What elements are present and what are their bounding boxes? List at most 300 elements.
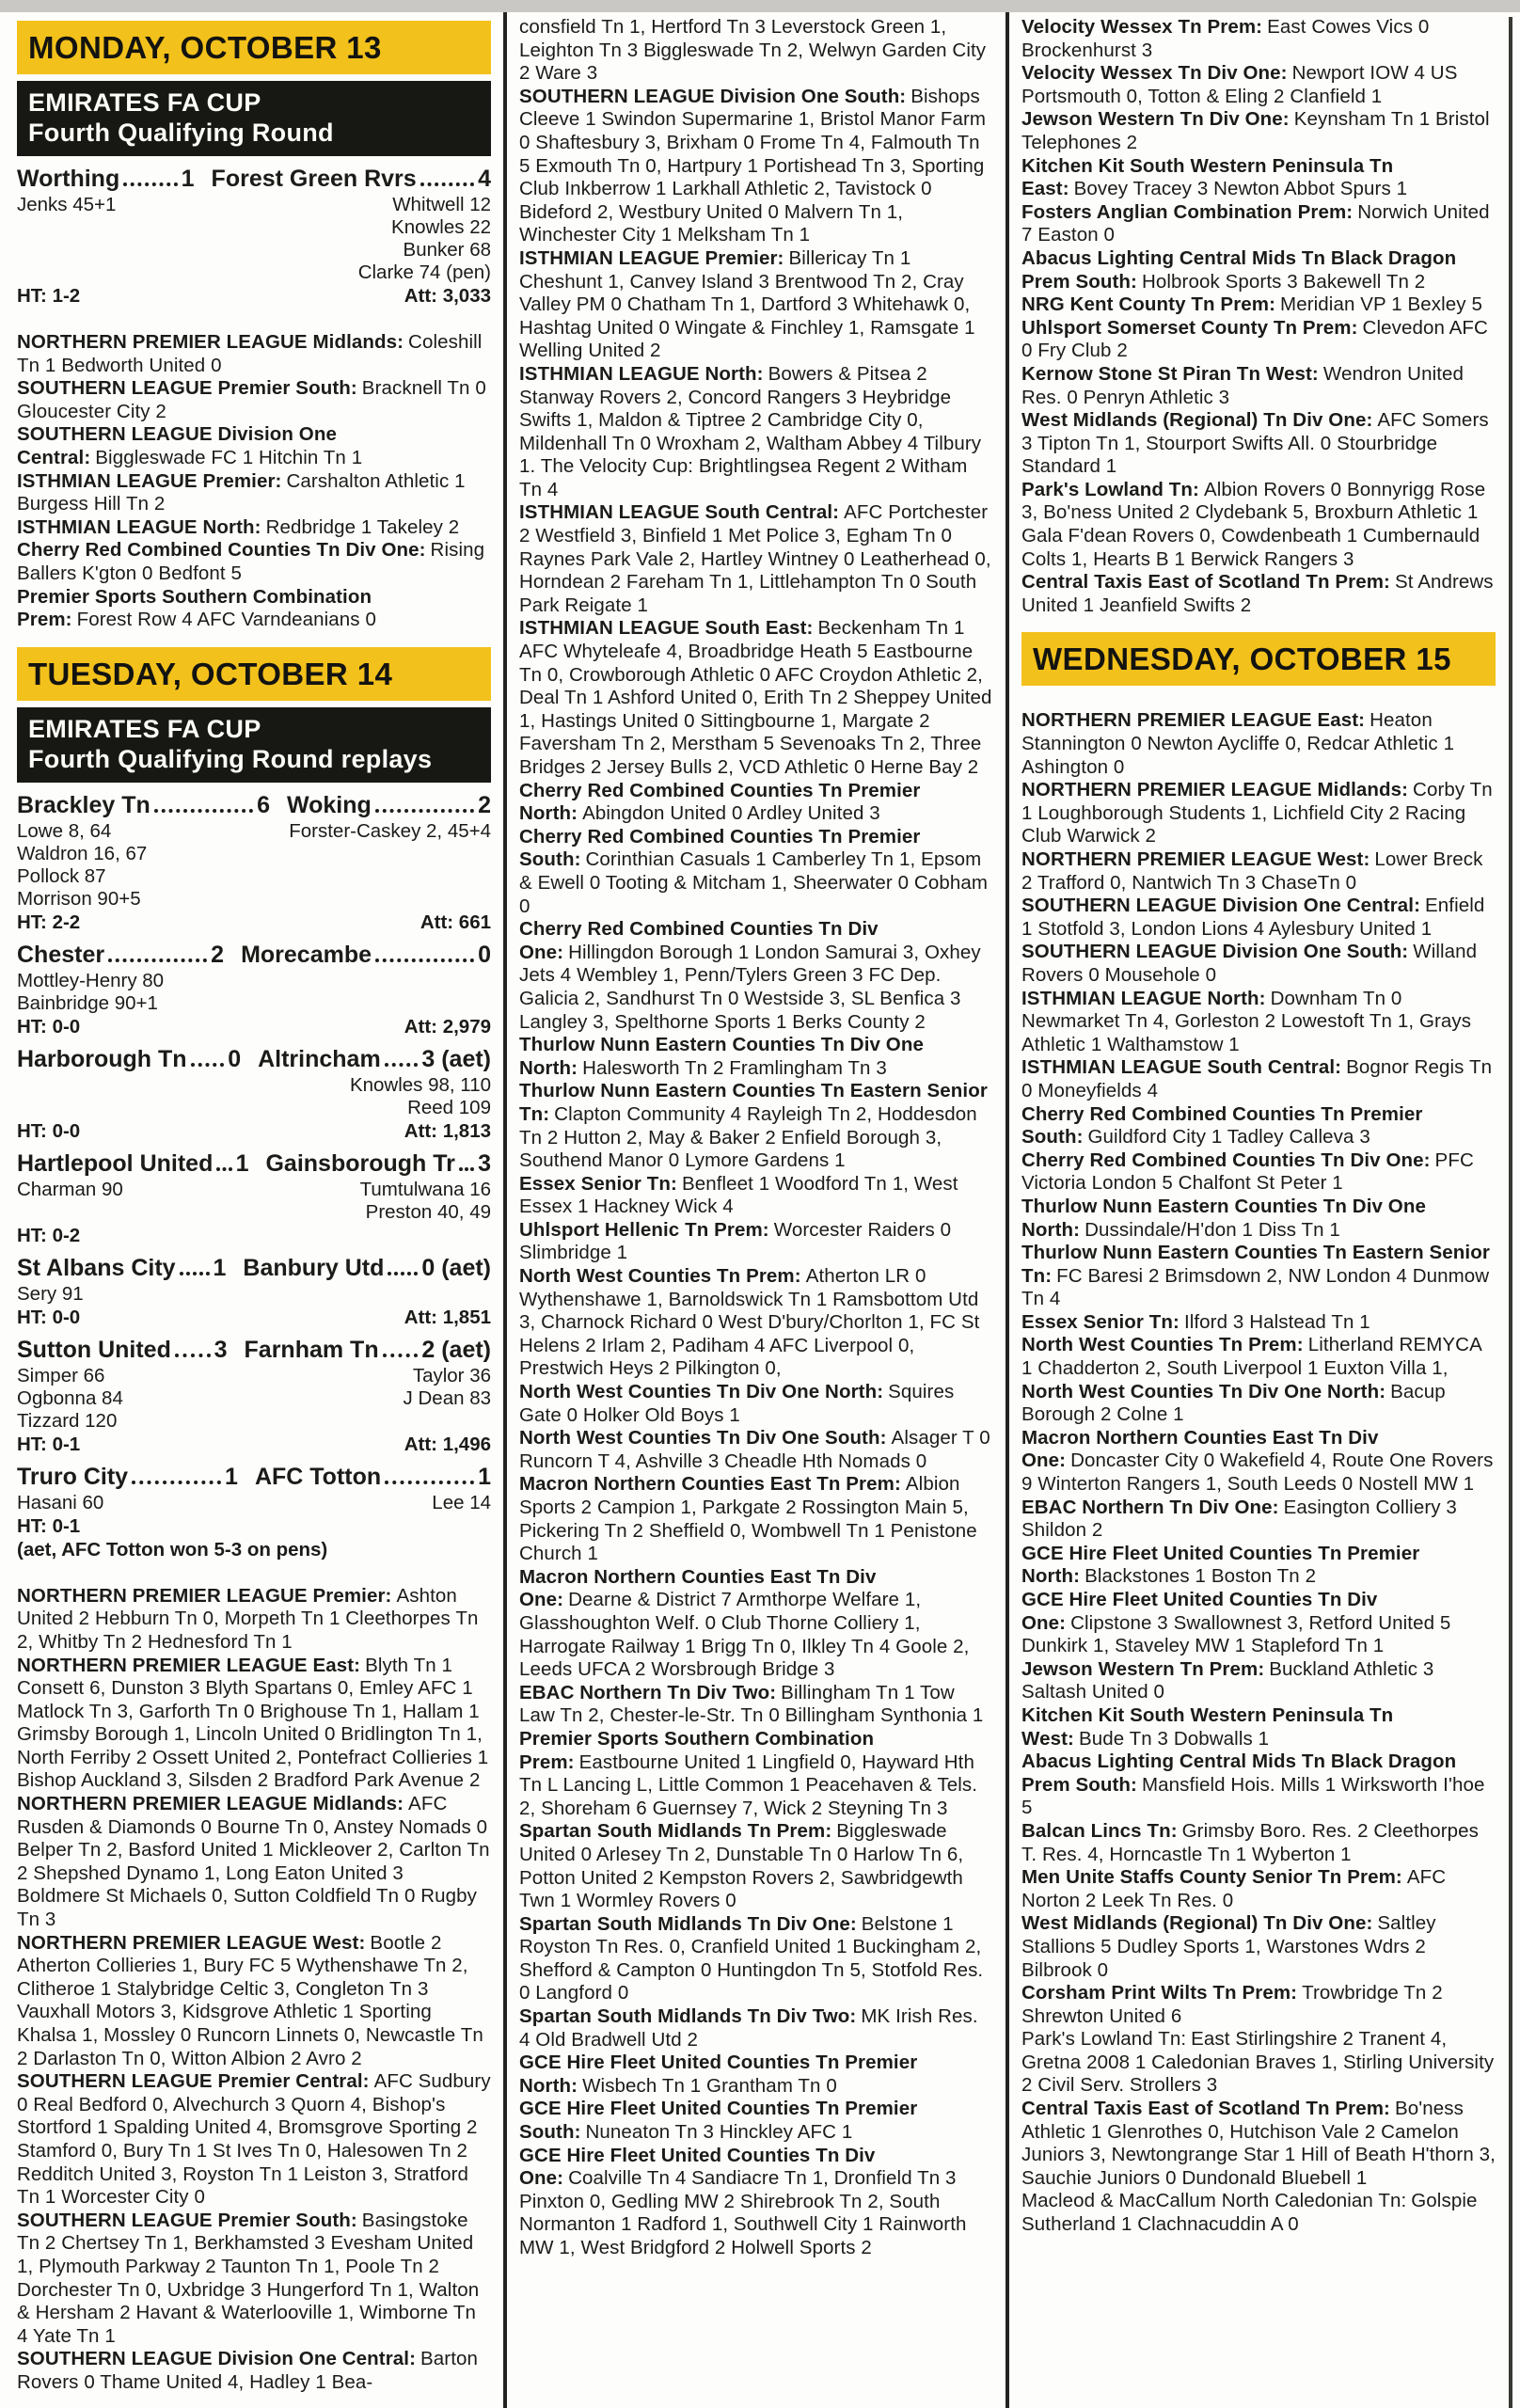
league-scores: Saltley Stallions 5 Dudley Sports 1, Warstones Wdrs 2 Bilbrook 0 bbox=[1021, 1912, 1436, 1981]
attendance: Att: 2,979 bbox=[404, 1015, 491, 1038]
league-result bbox=[1021, 1912, 1496, 1982]
league-label: SOUTHERN LEAGUE Division One Central: bbox=[1021, 895, 1420, 917]
league-label: Macron Northern Counties East Tn Prem: bbox=[519, 1473, 901, 1496]
league-scores: Downham Tn 0 Newmarket Tn 4, Gorleston 2 Lowestoft Tn 1, Grays Athletic 1 Walthamstow 1 bbox=[1021, 987, 1472, 1055]
dot-leader bbox=[180, 1272, 210, 1275]
match-away-team: Altrincham bbox=[258, 1045, 381, 1072]
league-result bbox=[1021, 293, 1496, 317]
league-scores: Biggleswade FC 1 Hitchin Tn 1 bbox=[95, 446, 363, 468]
league-scores: Corinthian Casuals 1 Camberley Tn 1, Epsom & Ewell 0 Tooting & Mitcham 1, Sheerwater 0 Cobham 0 bbox=[519, 848, 989, 917]
league-result bbox=[17, 377, 491, 423]
league-result bbox=[519, 1682, 993, 1728]
league-result bbox=[1021, 16, 1496, 62]
league-result bbox=[519, 918, 993, 1034]
league-label: Central Taxis East of Scotland Tn Prem: bbox=[1021, 2098, 1390, 2120]
league-scores: Ashton United 2 Hebburn Tn 0, Morpeth Tn 1 Cleethorpes Tn 2, Whitby Tn 2 Hednesford Tn 1 bbox=[17, 1584, 479, 1653]
column-2 bbox=[503, 12, 993, 2408]
match-scorers bbox=[17, 1365, 491, 1433]
league-label: ISTHMIAN LEAGUE North: bbox=[1021, 987, 1266, 1009]
league-label: Macleod & MacCallum North Caledonian Tn: bbox=[1021, 2190, 1407, 2212]
league-scores: Worcester Raiders 0 Slimbridge 1 bbox=[519, 1218, 952, 1264]
match-scorers bbox=[17, 820, 491, 911]
dot-leader bbox=[375, 958, 474, 962]
league-scores: Albion Rovers 0 Bonnyrigg Rose 3, Bo'ness United 2 Clydebank 5, Broxburn Athletic 1 Gala F'dean Rovers 0, Cowdenbeath 1 Cumbernauld Colts 1, Hearts B 1 Berwick Rangers 3 bbox=[1021, 478, 1486, 570]
league-result bbox=[1021, 1982, 1496, 2028]
league-label: Kernow Stone St Piran Tn West: bbox=[1021, 362, 1319, 385]
league-scores: Billingham Tn 1 Tow Law Tn 2, Chester-le-Str. Tn 0 Billingham Synthonia 1 bbox=[519, 1681, 984, 1727]
league-scores: Clipstone 3 Swallownest 3, Retford United 5 Dunkirk 1, Staveley MW 1 Stapleford Tn 1 bbox=[1021, 1611, 1451, 1657]
league-label: West Midlands (Regional) Tn Div One: bbox=[1021, 409, 1373, 432]
league-label: SOUTHERN LEAGUE Division One Central: bbox=[17, 423, 337, 468]
league-scores: Redbridge 1 Takeley 2 bbox=[265, 515, 460, 538]
league-label: Premier Sports Southern Combination Prem: bbox=[17, 585, 372, 631]
home-scorers bbox=[17, 820, 147, 911]
scorer-line: Waldron 16, 67 bbox=[17, 842, 148, 864]
match-result bbox=[17, 1463, 491, 1561]
league-label: SOUTHERN LEAGUE Division One South: bbox=[1021, 941, 1409, 963]
dot-leader bbox=[383, 1354, 419, 1357]
match-away-team: AFC Totton bbox=[254, 1463, 382, 1490]
match-score-line bbox=[17, 941, 491, 970]
league-scores: AFC Rusden & Diamonds 0 Bourne Tn 0, Anstey Nomads 0 Belper Tn 2, Basford United 1 Mickleover 2, Carlton Tn 2 Shepshed Dynamo 1, Long Eaton United 3 Boldmere St Michaels 0, Sutton Coldfield Tn 0 Rugby Tn 3 bbox=[17, 1793, 490, 1931]
dot-leader bbox=[191, 1063, 225, 1067]
dot-leader bbox=[420, 182, 474, 186]
league-label: Premier Sports Southern Combination Prem: bbox=[519, 1727, 875, 1773]
match-result bbox=[17, 1045, 491, 1143]
league-label: West Midlands (Regional) Tn Div One: bbox=[1021, 1912, 1373, 1935]
league-scores: Barton Rovers 0 Thame United 4, Hadley 1 Bea- bbox=[17, 2348, 478, 2393]
league-result bbox=[1021, 108, 1496, 154]
league-result bbox=[17, 1655, 491, 1794]
halftime-score: HT: 1-2 bbox=[17, 285, 81, 307]
match-away-team: Farnham Tn bbox=[244, 1336, 379, 1363]
scorer-line: Simper 66 bbox=[17, 1364, 105, 1386]
league-result bbox=[1021, 1334, 1496, 1380]
dot-leader bbox=[385, 1063, 419, 1067]
scorer-line: Mottley-Henry 80 bbox=[17, 969, 165, 991]
league-scores: Alsager T 0 Runcorn T 4, Ashville 3 Cheadle Hth Nomads 0 bbox=[519, 1427, 990, 1472]
match-scorers bbox=[17, 970, 491, 1015]
match-home-score: 1 bbox=[181, 166, 195, 192]
day-banner-label: MONDAY, OCTOBER 13 bbox=[28, 30, 382, 65]
league-label: Balcan Lincs Tn: bbox=[1021, 1819, 1178, 1842]
dot-leader bbox=[123, 182, 177, 186]
match-away-team: Forest Green Rvrs bbox=[211, 166, 417, 192]
league-result bbox=[1021, 1866, 1496, 1912]
league-scores: FC Baresi 2 Brimsdown 2, NW London 4 Dunmow Tn 4 bbox=[1021, 1264, 1490, 1310]
league-scores: Bovey Tracey 3 Newton Abbot Spurs 1 bbox=[1073, 178, 1408, 200]
league-scores: Wisbech Tn 1 Grantham Tn 0 bbox=[582, 2074, 837, 2097]
league-scores: Biggleswade United 0 Arlesey Tn 2, Dunstable Tn 0 Harlow Tn 6, Potton United 2 Kempston Rovers 2, Sawbridgewth Twn 1 Wormley Rovers 0 bbox=[519, 1820, 964, 1912]
league-result bbox=[17, 2070, 491, 2210]
scorer-line: Knowles 98, 110 bbox=[349, 1073, 491, 1096]
match-result bbox=[17, 1149, 491, 1247]
match-meta-row bbox=[17, 1514, 491, 1538]
league-scores: Blyth Tn 1 Consett 6, Dunston 3 Blyth Spartans 0, Emley AFC 1 Matlock Tn 3, Garforth Tn 0 Brighouse Tn 1, Hallam 1 Grimsby Borough 1, Lincoln United 0 Bridlington Tn 1, North Ferriby 2 Ossett United 2, Pontefract Collieries 1 Bishop Auckland 3, Silsden 2 Bradford Park Avenue 2 bbox=[17, 1654, 489, 1792]
match-home-team: Brackley Tn bbox=[17, 791, 150, 818]
league-scores: Clapton Community 4 Rayleigh Tn 2, Hoddesdon Tn 2 Hutton 2, May & Baker 2 Enfield Borough 3, Southend Manor 0 Lymore Gardens 1 bbox=[519, 1102, 977, 1172]
league-label: Thurlow Nunn Eastern Counties Tn Eastern Senior Tn: bbox=[519, 1080, 988, 1125]
league-label: SOUTHERN LEAGUE Premier Central: bbox=[17, 2070, 370, 2093]
league-label: NORTHERN PREMIER LEAGUE East: bbox=[1021, 709, 1366, 732]
league-result bbox=[17, 2210, 491, 2349]
halftime-score: HT: 0-0 bbox=[17, 1119, 81, 1142]
match-home-score: 0 bbox=[228, 1045, 242, 1072]
league-label: EBAC Northern Tn Div Two: bbox=[519, 1681, 777, 1703]
league-scores: Blackstones 1 Boston Tn 2 bbox=[1085, 1565, 1317, 1588]
competition-name: EMIRATES FA CUP bbox=[28, 88, 261, 117]
league-result bbox=[17, 423, 491, 469]
league-label: Cherry Red Combined Counties Tn Div One: bbox=[1021, 1149, 1431, 1171]
match-result bbox=[17, 165, 491, 308]
league-label: Cherry Red Combined Counties Tn Premier North: bbox=[519, 779, 921, 825]
league-label: GCE Hire Fleet United Counties Tn Div One: bbox=[1021, 1589, 1378, 1634]
league-result bbox=[1021, 479, 1496, 571]
league-result bbox=[519, 1173, 993, 1219]
league-label: Spartan South Midlands Tn Prem: bbox=[519, 1820, 832, 1843]
scorer-line: Morrison 90+5 bbox=[17, 887, 141, 910]
dot-leader bbox=[459, 1167, 474, 1171]
league-label: Thurlow Nunn Eastern Counties Tn Div One North: bbox=[1021, 1195, 1426, 1241]
league-scores: Lower Breck 2 Trafford 0, Nantwich Tn 3 ChaseTn 0 bbox=[1021, 848, 1483, 894]
league-scores: Wendron United Res. 0 Penryn Athletic 3 bbox=[1021, 362, 1465, 408]
away-scorers bbox=[350, 1074, 491, 1119]
match-home-score: 1 bbox=[235, 1149, 249, 1177]
league-label: Fosters Anglian Combination Prem: bbox=[1021, 200, 1354, 223]
league-scores: Dussindale/H'don 1 Diss Tn 1 bbox=[1085, 1218, 1340, 1241]
page-top-edge bbox=[0, 0, 1520, 12]
halftime-score: HT: 2-2 bbox=[17, 911, 81, 933]
league-scores: Doncaster City 0 Wakefield 4, Route One Rovers 9 Winterton Rangers 1, South Leeds 0 Nostell MW 1 bbox=[1021, 1450, 1494, 1496]
league-scores: Clevedon AFC 0 Fry Club 2 bbox=[1021, 316, 1488, 362]
league-result bbox=[1021, 848, 1496, 895]
league-result bbox=[17, 516, 491, 540]
league-label: GCE Hire Fleet United Counties Tn Div One: bbox=[519, 2144, 876, 2190]
league-label: ISTHMIAN LEAGUE South Central: bbox=[1021, 1056, 1342, 1079]
match-scorers bbox=[17, 1492, 491, 1514]
column-3 bbox=[1005, 12, 1496, 2408]
match-result bbox=[17, 1336, 491, 1456]
league-result bbox=[1021, 941, 1496, 987]
league-result bbox=[1021, 779, 1496, 848]
league-result bbox=[1021, 1589, 1496, 1658]
match-away-score: 4 bbox=[478, 166, 491, 192]
league-result bbox=[17, 586, 491, 632]
league-result bbox=[17, 1793, 491, 1932]
league-label: Kitchen Kit South Western Peninsula Tn West: bbox=[1021, 1703, 1394, 1750]
home-scorers bbox=[17, 1179, 123, 1224]
league-result bbox=[519, 1034, 993, 1080]
league-result bbox=[1021, 1149, 1496, 1196]
scorer-line: Preston 40, 49 bbox=[365, 1200, 491, 1223]
league-result bbox=[1021, 1242, 1496, 1311]
league-scores: Nuneaton Tn 3 Hinckley AFC 1 bbox=[585, 2121, 853, 2144]
league-label: ISTHMIAN LEAGUE Premier: bbox=[17, 469, 282, 492]
day-banner bbox=[1021, 632, 1496, 686]
match-score-line bbox=[17, 1463, 491, 1492]
match-home-team: Sutton United bbox=[17, 1336, 171, 1363]
league-label: Abacus Lighting Central Mids Tn Black Dragon Prem South: bbox=[1021, 246, 1457, 293]
league-scores: Bude Tn 3 Dobwalls 1 bbox=[1078, 1727, 1270, 1750]
match-home-team: Truro City bbox=[17, 1463, 129, 1490]
league-scores: Norwich United 7 Easton 0 bbox=[1021, 200, 1490, 246]
page-right-edge bbox=[1509, 17, 1512, 2408]
match-result bbox=[17, 941, 491, 1038]
league-label: Thurlow Nunn Eastern Counties Tn Eastern Senior Tn: bbox=[1021, 1242, 1490, 1287]
match-score-line bbox=[17, 165, 491, 194]
league-label: Spartan South Midlands Tn Div One: bbox=[519, 1912, 857, 1935]
league-scores: Bognor Regis Tn 0 Moneyfields 4 bbox=[1021, 1056, 1493, 1101]
league-result bbox=[1021, 1497, 1496, 1543]
league-result bbox=[519, 86, 993, 247]
league-scores: East Cowes Vics 0 Brockenhurst 3 bbox=[1021, 16, 1430, 61]
match-meta-row bbox=[17, 1433, 491, 1456]
columns bbox=[17, 12, 1496, 2408]
away-scorers bbox=[358, 194, 491, 284]
attendance: Att: 1,496 bbox=[404, 1433, 491, 1455]
match-away-score: 0 bbox=[478, 941, 491, 968]
scorer-line: Reed 109 bbox=[407, 1096, 491, 1118]
league-result bbox=[519, 1728, 993, 1820]
league-result bbox=[519, 2052, 993, 2098]
league-scores: Squires Gate 0 Holker Old Boys 1 bbox=[519, 1381, 955, 1426]
league-result bbox=[17, 331, 491, 377]
continuation-text bbox=[519, 16, 993, 86]
league-result bbox=[1021, 571, 1496, 617]
competition-round: Fourth Qualifying Round bbox=[28, 119, 334, 147]
league-scores: Golspie Sutherland 1 Clachnacuddin A 0 bbox=[1021, 2190, 1478, 2236]
league-label: Essex Senior Tn: bbox=[519, 1172, 677, 1195]
scorer-line: Bainbridge 90+1 bbox=[17, 991, 158, 1014]
league-scores: Bacup Borough 2 Colne 1 bbox=[1021, 1380, 1446, 1426]
league-label: NORTHERN PREMIER LEAGUE West: bbox=[1021, 848, 1370, 870]
match-away-score: 3 bbox=[478, 1149, 491, 1177]
league-result bbox=[1021, 1543, 1496, 1589]
league-scores: MK Irish Res. 4 Old Bradwell Utd 2 bbox=[519, 2005, 978, 2051]
column-1 bbox=[17, 12, 491, 2408]
league-label: SOUTHERN LEAGUE Division One Central: bbox=[17, 2348, 416, 2370]
league-result bbox=[519, 1381, 993, 1427]
league-result bbox=[1021, 1820, 1496, 1866]
league-result bbox=[519, 247, 993, 363]
league-result bbox=[519, 1566, 993, 1682]
match-meta-row bbox=[17, 284, 491, 308]
match-meta-row bbox=[17, 911, 491, 934]
league-result bbox=[17, 1932, 491, 2071]
dot-leader bbox=[154, 809, 253, 813]
league-label: GCE Hire Fleet United Counties Tn Premier North: bbox=[1021, 1542, 1420, 1588]
attendance: Att: 661 bbox=[420, 911, 491, 933]
league-label: Velocity Wessex Tn Prem: bbox=[1021, 16, 1263, 38]
scorer-line: Jenks 45+1 bbox=[17, 194, 117, 215]
league-label: Velocity Wessex Tn Div One: bbox=[1021, 62, 1288, 85]
match-meta-row bbox=[17, 1224, 491, 1247]
league-scores: Beckenham Tn 1 AFC Whyteleafe 4, Broadbridge Heath 5 Eastbourne Tn 0, Crowborough Athletic 0 AFC Croydon Athletic 2, Deal Tn 1 Ashford United 0, Erith Tn 2 Sheppey United 1, Hastings United 0 Sittingbourne 1, Margate 2 Faversham Tn 2, Merstham 5 Sevenoaks Tn 2, Three Bridges 2 Jersey Bulls 2, VCD Athletic 0 Herne Bay 2 bbox=[519, 617, 992, 778]
league-scores: Halesworth Tn 2 Framlingham Tn 3 bbox=[582, 1056, 887, 1079]
league-label: North West Counties Tn Prem: bbox=[1021, 1334, 1304, 1356]
league-scores: East Stirlingshire 2 Tranent 4, Gretna 2008 1 Caledonian Braves 1, Stirling University 2 Civil Serv. Strollers 3 bbox=[1021, 2028, 1495, 2097]
league-result bbox=[519, 2005, 993, 2052]
league-label: Uhlsport Somerset County Tn Prem: bbox=[1021, 316, 1358, 339]
league-scores: AFC Norton 2 Leek Tn Res. 0 bbox=[1021, 1866, 1447, 1911]
scorer-line: Hasani 60 bbox=[17, 1491, 104, 1513]
league-scores: Meridian VP 1 Bexley 5 bbox=[1280, 293, 1482, 316]
competition-round: Fourth Qualifying Round replays bbox=[28, 744, 433, 773]
match-home-score: 1 bbox=[213, 1254, 227, 1281]
league-scores: AFC Somers 3 Tipton Tn 1, Stourport Swifts All. 0 Stourbridge Standard 1 bbox=[1021, 409, 1489, 478]
league-scores: Benfleet 1 Woodford Tn 1, West Essex 1 Hackney Wick 4 bbox=[519, 1172, 958, 1218]
day-banner bbox=[17, 21, 491, 74]
league-result bbox=[1021, 1751, 1496, 1820]
match-scorers bbox=[17, 194, 491, 284]
league-result bbox=[519, 826, 993, 918]
scorer-line: Lowe 8, 64 bbox=[17, 819, 112, 842]
league-scores: PFC Victoria London 5 Chalfont St Peter 1 bbox=[1021, 1149, 1474, 1195]
league-label: North West Counties Tn Div One South: bbox=[519, 1427, 887, 1450]
league-label: SOUTHERN LEAGUE Premier South: bbox=[17, 377, 357, 400]
match-home-score: 3 bbox=[214, 1336, 228, 1363]
league-result bbox=[17, 1585, 491, 1655]
league-result bbox=[1021, 247, 1496, 293]
league-result bbox=[519, 1427, 993, 1473]
league-result bbox=[1021, 363, 1496, 409]
scorer-line: Sery 91 bbox=[17, 1282, 84, 1305]
league-result bbox=[1021, 895, 1496, 941]
match-result bbox=[17, 791, 491, 934]
league-result bbox=[1021, 317, 1496, 363]
scorer-line: Charman 90 bbox=[17, 1178, 123, 1200]
home-scorers bbox=[17, 1283, 84, 1306]
league-result bbox=[1021, 2098, 1496, 2190]
league-label: NORTHERN PREMIER LEAGUE Midlands: bbox=[17, 331, 404, 353]
match-home-score: 6 bbox=[257, 791, 270, 818]
match-meta-row bbox=[17, 1306, 491, 1329]
league-label: ISTHMIAN LEAGUE South East: bbox=[519, 617, 814, 640]
away-scorers bbox=[289, 820, 491, 911]
league-label: Jewson Western Tn Div One: bbox=[1021, 108, 1290, 131]
league-result bbox=[1021, 1658, 1496, 1704]
dot-leader bbox=[388, 1272, 418, 1275]
league-result bbox=[519, 2145, 993, 2260]
match-away-team: Woking bbox=[286, 791, 372, 818]
league-scores: Rising Ballers K'gton 0 Bedfont 5 bbox=[17, 539, 485, 584]
league-scores: Litherland REMYCA 1 Chadderton 2, South Liverpool 1 Euxton Villa 1, bbox=[1021, 1334, 1481, 1380]
scorer-line: Tumtulwana 16 bbox=[359, 1178, 491, 1200]
league-result bbox=[1021, 2028, 1496, 2098]
league-label: Cherry Red Combined Counties Tn Premier South: bbox=[1021, 1102, 1423, 1149]
league-label: North West Counties Tn Div One North: bbox=[1021, 1380, 1386, 1402]
match-home-score: 1 bbox=[225, 1463, 238, 1490]
league-label: Kitchen Kit South Western Peninsula Tn East: bbox=[1021, 154, 1394, 200]
league-result bbox=[1021, 409, 1496, 479]
competition-banner bbox=[17, 707, 491, 783]
scorer-line: Whitwell 12 bbox=[392, 194, 491, 215]
league-result bbox=[1021, 155, 1496, 201]
league-scores: Eastbourne United 1 Lingfield 0, Hayward Hth Tn L Lancing L, Little Common 1 Peacehaven & Tels. 2, Shoreham 6 Guernsey 7, Wick 2 Steyning Tn 3 bbox=[519, 1751, 978, 1819]
scorer-line: Lee 14 bbox=[432, 1491, 491, 1513]
match-score-line bbox=[17, 1336, 491, 1365]
halftime-score: HT: 0-0 bbox=[17, 1015, 81, 1038]
league-label: Men Unite Staffs County Senior Tn Prem: bbox=[1021, 1866, 1402, 1889]
league-label: Abacus Lighting Central Mids Tn Black Dragon Prem South: bbox=[1021, 1751, 1457, 1796]
league-result bbox=[1021, 1056, 1496, 1102]
league-scores: Bo'ness Athletic 1 Glenrothes 0, Hutchison Vale 2 Camelon Juniors 3, Newtongrange Star 1 Hill of Beath H'thorn 3, Sauchie Juniors 0 Dundonald Bluebell 1 bbox=[1021, 2098, 1496, 2189]
league-scores: Atherton LR 0 Wythenshawe 1, Barnoldswick Tn 1 Ramsbottom Utd 3, Charnock Richard 0 West D'bury/Chorlton 1, FC St Helens 2 Irlam 2, Padiham 4 AFC Liverpool 0, Prestwich Heys 2 Pilkington 0, bbox=[519, 1265, 980, 1380]
match-home-team: Worthing bbox=[17, 166, 120, 192]
match-scorers bbox=[17, 1179, 491, 1224]
league-scores: Enfield 1 Stotfold 3, London Lions 4 Aylesbury United 1 bbox=[1021, 895, 1485, 940]
league-result bbox=[519, 1080, 993, 1172]
league-result bbox=[519, 1473, 993, 1565]
dot-leader bbox=[132, 1481, 221, 1484]
match-away-team: Morecambe bbox=[241, 941, 372, 968]
scorer-line: Forster-Caskey 2, 45+4 bbox=[289, 819, 491, 842]
match-meta-row bbox=[17, 1015, 491, 1038]
match-home-team: Harborough Tn bbox=[17, 1045, 187, 1072]
league-scores: Carshalton Athletic 1 Burgess Hill Tn 2 bbox=[17, 469, 466, 515]
league-result bbox=[519, 501, 993, 617]
competition-name: EMIRATES FA CUP bbox=[28, 714, 261, 743]
attendance: Att: 1,813 bbox=[404, 1119, 491, 1142]
league-scores: Belstone 1 Royston Tn Res. 0, Cranfield United 1 Buckingham 2, Shefford & Campton 0 Huntingdon Tn 5, Stotfold Res. 0 Langford 0 bbox=[519, 1912, 984, 2004]
match-away-score: 1 bbox=[478, 1463, 491, 1490]
match-home-team: St Albans City bbox=[17, 1254, 176, 1281]
league-result bbox=[17, 2348, 491, 2394]
league-scores: AFC Portchester 2 Westfield 3, Binfield 1 Met Police 3, Egham Tn 0 Raynes Park Vale 2, Hartley Wintney 0 Leatherhead 0, Horndean 2 Fareham Tn 1, Littlehampton Tn 0 South Park Reigate 1 bbox=[519, 501, 991, 616]
league-scores: Willand Rovers 0 Mousehole 0 bbox=[1021, 941, 1478, 986]
league-scores: Forest Row 4 AFC Varndeanians 0 bbox=[76, 609, 376, 631]
match-away-score: 3 (aet) bbox=[421, 1045, 491, 1072]
scorer-line: Taylor 36 bbox=[412, 1364, 491, 1386]
match-score-line bbox=[17, 1254, 491, 1283]
league-scores: St Andrews United 1 Jeanfield Swifts 2 bbox=[1021, 571, 1494, 616]
match-home-team: Hartlepool United bbox=[17, 1149, 214, 1177]
home-scorers bbox=[17, 970, 164, 1015]
league-result bbox=[519, 1265, 993, 1381]
dot-leader bbox=[385, 1481, 474, 1484]
league-label: NORTHERN PREMIER LEAGUE Midlands: bbox=[17, 1793, 404, 1815]
league-label: GCE Hire Fleet United Counties Tn Premier South: bbox=[519, 2098, 918, 2144]
league-label: Essex Senior Tn: bbox=[1021, 1310, 1180, 1333]
league-scores: Basingstoke Tn 2 Chertsey Tn 1, Berkhamsted 3 Evesham United 1, Plymouth Parkway 2 Taunton Tn 1, Poole Tn 2 Dorchester Tn 0, Uxbridge 3 Hungerford Tn 1, Walton & Hersham 2 Havant & Waterlooville 1, Wimborne Tn 4 Yate Tn 1 bbox=[17, 2209, 480, 2347]
match-score-line bbox=[17, 1045, 491, 1074]
scorer-line: Bunker 68 bbox=[403, 239, 491, 261]
match-scorers bbox=[17, 1074, 491, 1119]
halftime-score: HT: 0-2 bbox=[17, 1224, 81, 1246]
league-scores: Ilford 3 Halstead Tn 1 bbox=[1183, 1310, 1370, 1333]
scorer-line: Clarke 74 (pen) bbox=[357, 261, 491, 283]
league-result bbox=[519, 1219, 993, 1265]
league-label: Macron Northern Counties East Tn Div One: bbox=[1021, 1426, 1379, 1472]
home-scorers bbox=[17, 1492, 103, 1514]
dot-leader bbox=[375, 809, 474, 813]
scorer-line: Pollock 87 bbox=[17, 864, 106, 887]
day-banner bbox=[17, 647, 491, 701]
halftime-score: HT: 0-1 bbox=[17, 1514, 81, 1537]
league-result bbox=[17, 470, 491, 516]
league-result bbox=[519, 363, 993, 502]
league-label: Park's Lowland Tn: bbox=[1021, 478, 1199, 500]
league-label: Cherry Red Combined Counties Tn Premier South: bbox=[519, 825, 921, 871]
scorer-line: Knowles 22 bbox=[391, 216, 491, 238]
league-label: Jewson Western Tn Prem: bbox=[1021, 1657, 1265, 1680]
league-result bbox=[1021, 201, 1496, 247]
league-result bbox=[1021, 1381, 1496, 1427]
league-result bbox=[519, 1913, 993, 2005]
league-result bbox=[519, 780, 993, 826]
away-scorers bbox=[432, 1492, 491, 1514]
league-scores: Buckland Athletic 3 Saltash United 0 bbox=[1021, 1657, 1434, 1703]
